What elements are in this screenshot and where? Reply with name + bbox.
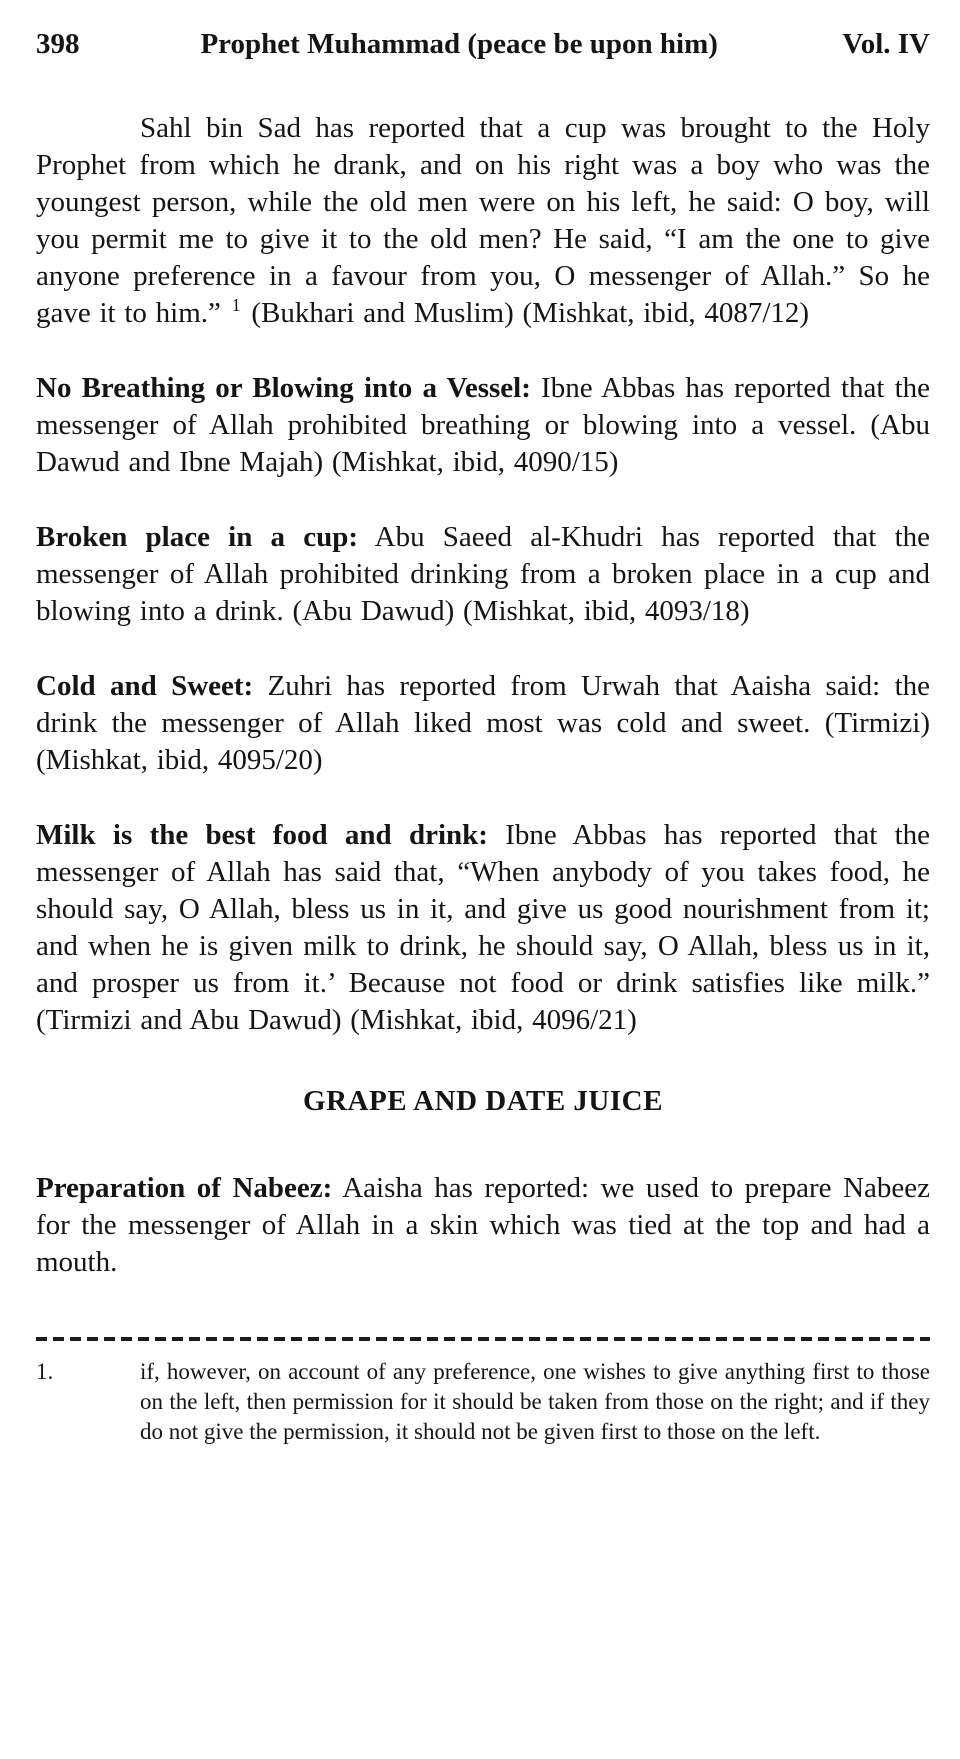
para-broken-place-lead: Broken place in a cup: — [36, 521, 359, 553]
page-header — [36, 26, 930, 62]
para-cold-sweet-text: Zuhri has reported from Urwah that Aaisha said: the drink the messenger of Allah liked most was cold and sweet. (Tirmizi) (Mishkat, ibid, 4095/20) — [36, 670, 930, 776]
para-milk-best-lead: Milk is the best food and drink: — [36, 819, 488, 851]
para-no-breathing-text: Ibne Abbas has reported that the messenger of Allah prohibited breathing or blowing into a vessel. (Abu Dawud and Ibne Majah) (Mishkat, ibid, 4090/15) — [36, 372, 931, 478]
footnote-marker: 1. — [36, 1359, 54, 1384]
para-broken-place-text: Abu Saeed al-Khudri has reported that the messenger of Allah prohibited drinking from a broken place in a cup and blowing into a drink. (Abu Dawud) (Mishkat, ibid, 4093/18) — [36, 521, 930, 627]
para-cold-sweet — [36, 668, 930, 779]
para-cup-brought-text: Sahl bin Sad has reported that a cup was brought to the Holy Prophet from which he drank, and on his right was a boy who was the youngest person, while the old men were on his left, he said: O boy, will you permit me to give it to the old men? He said, “I am the one to give anyone preference in a favour from you, O messenger of Allah.” So he gave it to him.” — [36, 112, 930, 329]
para-cup-brought-citation: (Bukhari and Muslim) (Mishkat, ibid, 4087/12) — [251, 297, 810, 329]
section-heading-grape-date-juice: GRAPE AND DATE JUICE — [303, 1085, 663, 1117]
running-title: Prophet Muhammad (peace be upon him) — [200, 28, 718, 60]
para-milk-best-text: Ibne Abbas has reported that the messenger of Allah has said that, “When anybody of you takes food, he should say, O Allah, bless us in it, and give us good nourishment from it; and when he is given milk to drink, he should say, O Allah, bless us in it, and prosper us from it.’ Because not food or drink satisfies like milk.” (Tirmizi and Abu Dawud) (Mishkat, ibid, 4096/21) — [36, 819, 931, 1036]
para-preparation-nabeez-text: Aaisha has reported: we used to prepare Nabeez for the messenger of Allah in a skin which was tied at the top and had a mouth. — [36, 1172, 930, 1278]
footnote-ref-superscript: 1 — [231, 295, 241, 316]
volume-label: Vol. IV — [842, 28, 930, 60]
para-milk-best — [36, 817, 930, 1039]
para-preparation-nabeez — [36, 1170, 930, 1281]
page-body — [36, 110, 930, 1281]
para-preparation-nabeez-lead: Preparation of Nabeez: — [36, 1172, 333, 1204]
footnote — [36, 1357, 930, 1447]
para-no-breathing — [36, 370, 930, 481]
para-cold-sweet-lead: Cold and Sweet: — [36, 670, 254, 702]
page-number: 398 — [36, 28, 80, 60]
para-broken-place — [36, 519, 930, 630]
footnote-separator — [36, 1337, 930, 1341]
para-cup-brought — [36, 110, 930, 332]
para-no-breathing-lead: No Breathing or Blowing into a Vessel: — [36, 372, 531, 404]
footnote-text: if, however, on account of any preference, one wishes to give anything first to those on the left, then permission for it should be taken from those on the right; and if they do not give the permission, it should not be given first to those on the left. — [140, 1359, 930, 1444]
